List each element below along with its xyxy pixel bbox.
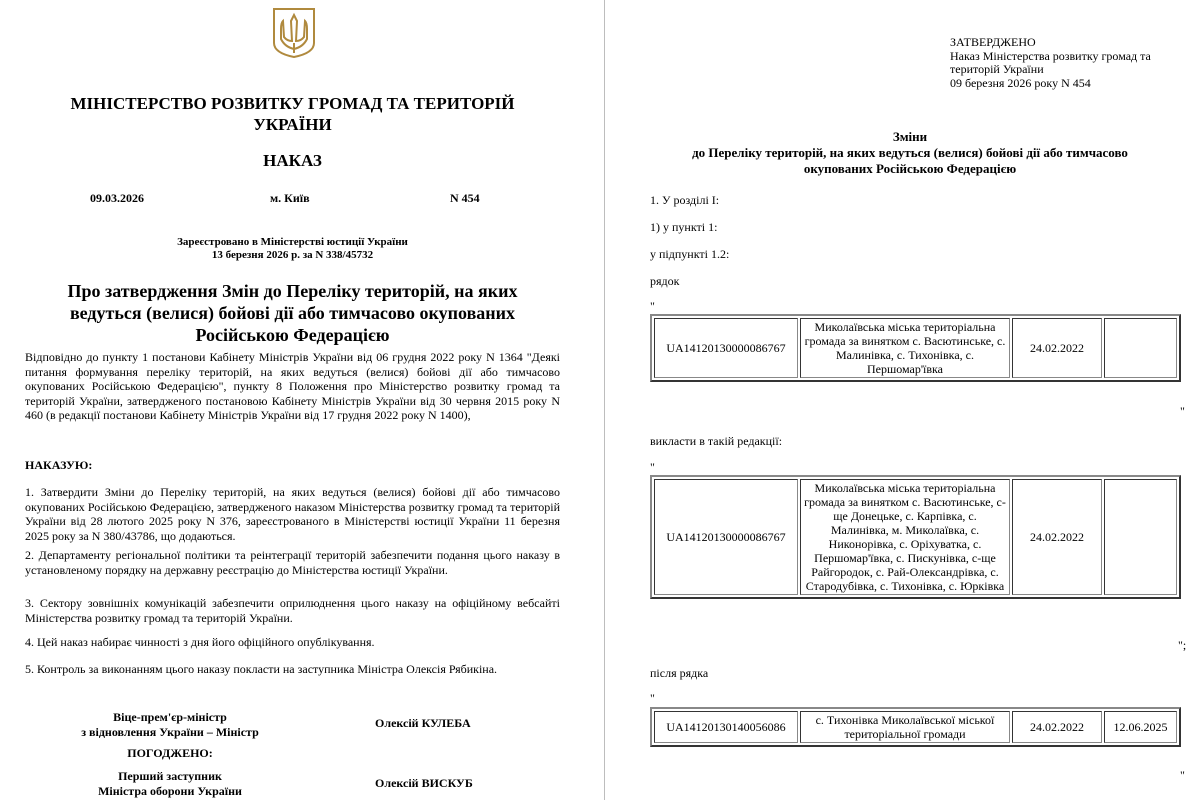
end-date: 12.06.2025 [1104,711,1177,743]
heading-line: Про затвердження Змін до Переліку територій, на яких [67,281,518,301]
order-city: м. Київ [270,191,310,205]
approval-stamp [950,36,1151,90]
order-item: 5. Контроль за виконанням цього наказу покласти на заступника Міністра Олексія Рябикіна. [25,662,498,676]
section-line: рядок [650,274,680,288]
page-divider [604,0,605,800]
title-line: окупованих Російською Федерацією [803,161,1017,176]
preamble: Відповідно до пункту 1 постанови Кабінету Міністрів України від 06 грудня 2022 року N 1364 "Деякі питання формування переліку територій, на яких ведуться (велися) бойові дії або тимчасово окупованих Російською Федерацією", пункту 8 Положення про Міністерство розвитку громад та територій України, затвердженого постановою Кабінету Міністрів України від 30 червня 2015 року N 460 (в редакції постанови Кабінету Міністрів України від 17 грудня 2022 року N 1400), [25,350,560,422]
quote-close-semicolon: "; [1178,638,1187,652]
after-row-table [650,707,1181,747]
approval-line: ЗАТВЕРДЖЕНО [950,35,1036,49]
registration-line: Зареєстровано в Міністерстві юстиції України [177,236,408,248]
section-line: у підпункті 1.2: [650,247,730,261]
quote-close: " [1180,768,1185,782]
ministry-title-line: УКРАЇНИ [253,115,332,134]
heading-line: ведуться (велися) бойові дії або тимчасово окупованих [69,303,516,323]
territory-name: Миколаївська міська територіальна громада за винятком с. Васютинське, с-ще Донецьке, с. Карпівка, с. Малинівка, м. Миколаївка, с. Никонорівка, с. Оріхуватка, с. Першомар'ївка, с. Пискунівка, с-ще Райгородок, с. Рай-Олександрівка, с. Стародубівка, с. Тихонівка, с. Юрківка [800,479,1010,595]
order-item: 4. Цей наказ набирає чинності з дня його офіційного опублікування. [25,635,375,649]
quote-open: " [650,460,655,474]
order-number: N 454 [450,191,480,205]
replace-with: викласти в такій редакції: [650,434,783,448]
signatory-name: Олексій КУЛЕБА [375,716,471,730]
table-row [654,711,1177,743]
registration-line: 13 березня 2026 р. за N 338/45732 [211,249,374,261]
position-line: з відновлення України – Міністр [81,725,259,739]
section-line: 1. У розділі I: [650,193,720,207]
territory-name: с. Тихонівка Миколаївської міської територіальної громади [800,711,1010,743]
quote-open: " [650,299,655,313]
territory-code: UA14120130000086767 [654,318,798,378]
position-line: Перший заступник [118,769,222,783]
coat-of-arms-icon [271,7,317,59]
start-date: 24.02.2022 [1012,711,1102,743]
order-item: 1. Затвердити Зміни до Переліку територій, на яких ведуться (велися) бойові дії або тимчасово окупованих Російською Федерацією, затвердженого наказом Міністерства розвитку громад та територій України від 28 лютого 2025 року N 376, зареєстрованого в Міністерстві юстиції України 11 березня 2025 року за N 380/43786, що додаються. [25,485,560,543]
section-line: 1) у пункті 1: [650,220,718,234]
start-date: 24.02.2022 [1012,479,1102,595]
end-date [1104,318,1177,378]
changes-title [640,129,1180,177]
doc-type: НАКАЗ [263,151,322,170]
position-line: Міністра оборони України [98,784,242,798]
approval-line: територій України [950,62,1044,76]
approval-line: 09 березня 2026 року N 454 [950,75,1091,90]
quote-close: " [1180,404,1185,418]
position-line: Віце-прем'єр-міністр [113,710,227,724]
end-date [1104,479,1177,595]
signatory-position [40,710,300,740]
agreed-position [40,769,300,799]
territory-code: UA14120130000086767 [654,479,798,595]
registration-note [25,236,560,262]
agreed-label: ПОГОДЖЕНО: [127,746,213,760]
new-row-table [650,475,1181,599]
title-line: Зміни [892,129,928,144]
title-line: до Переліку територій, на яких ведуться (велися) бойові дії або тимчасово [692,145,1128,160]
order-heading [25,280,560,346]
order-item: 2. Департаменту регіональної політики та реінтеграції територій забезпечити подання цього наказу в установленому порядку на державну реєстрацію до Міністерства юстиції України. [25,548,560,577]
old-row-table [650,314,1181,382]
ministry-title [25,93,560,135]
start-date: 24.02.2022 [1012,318,1102,378]
after-row: після рядка [650,666,709,680]
ministry-title-line: МІНІСТЕРСТВО РОЗВИТКУ ГРОМАД ТА ТЕРИТОРІЙ [70,94,515,113]
quote-open: " [650,691,655,705]
territory-name: Миколаївська міська територіальна громада за винятком с. Васютинське, с. Малинівка, с. Тихонівка, с. Першомар'ївка [800,318,1010,378]
territory-code: UA14120130140056086 [654,711,798,743]
order-word: НАКАЗУЮ: [25,458,93,472]
table-row [654,318,1177,378]
order-date: 09.03.2026 [90,191,144,205]
table-row [654,479,1177,595]
agreed-name: Олексій ВИСКУБ [375,776,473,790]
approval-line: Наказ Міністерства розвитку громад та [950,48,1151,63]
order-item: 3. Сектору зовнішніх комунікацій забезпечити оприлюднення цього наказу на офіційному вебсайті Міністерства розвитку громад та територій України. [25,596,560,625]
heading-line: Російською Федерацією [195,325,390,345]
